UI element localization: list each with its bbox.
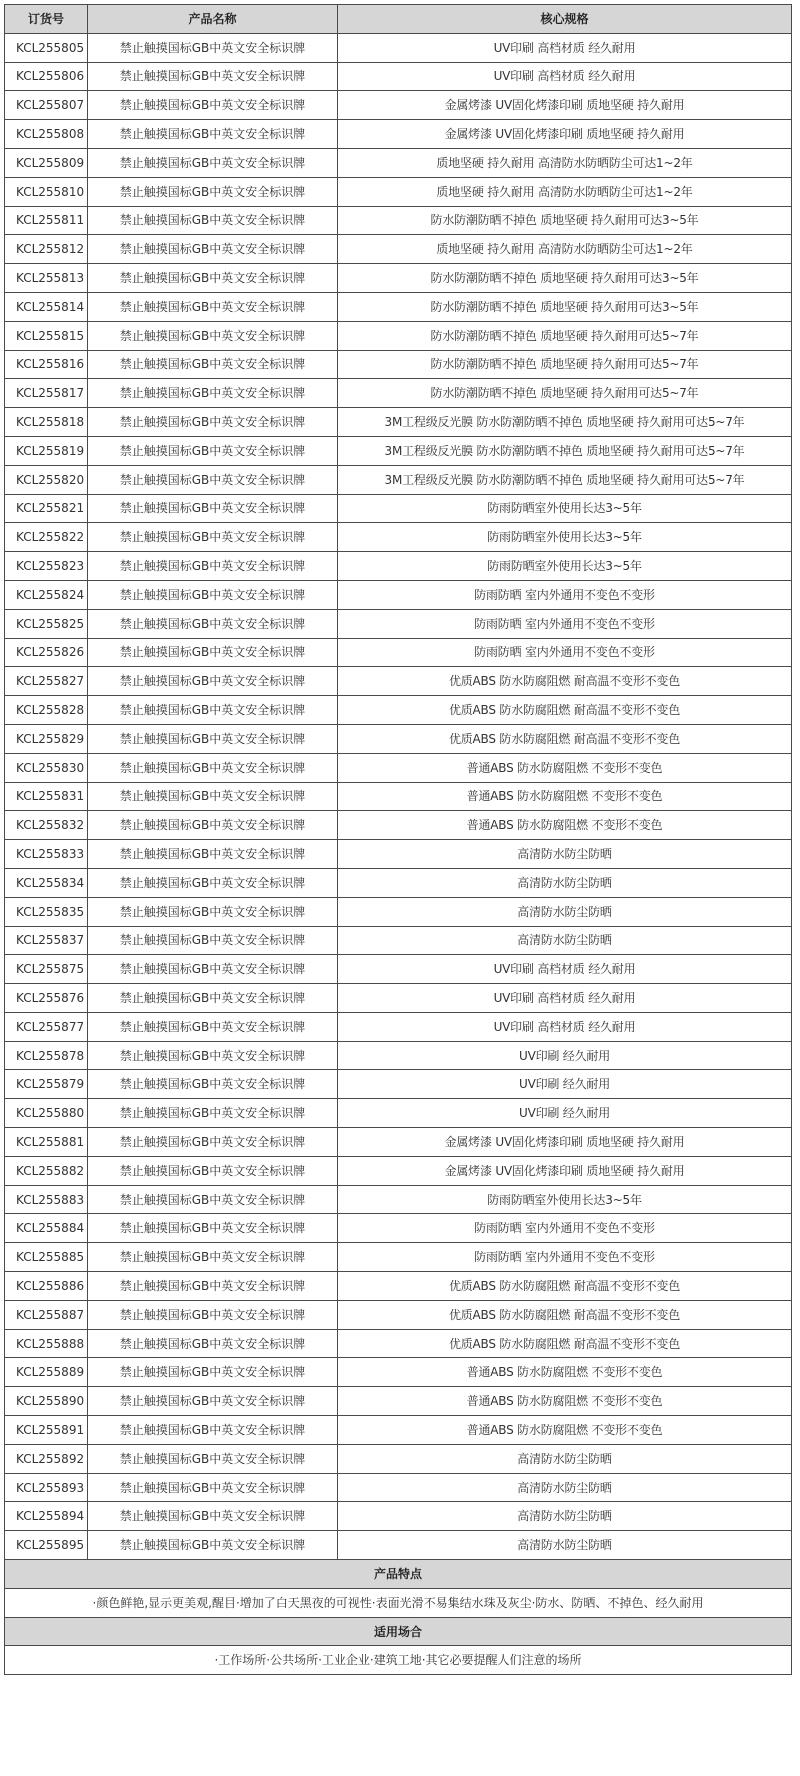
table-row: [5, 724, 792, 753]
table-row: [5, 1128, 792, 1157]
table-row: [5, 465, 792, 494]
product-name-cell: 禁止触摸国标GB中英文安全标识牌: [88, 811, 338, 840]
product-name-cell: 禁止触摸国标GB中英文安全标识牌: [88, 436, 338, 465]
order-code-cell: KCL255808: [5, 120, 88, 149]
core-spec-cell: 3M工程级反光膜 防水防潮防晒不掉色 质地坚硬 持久耐用可达5~7年: [338, 408, 792, 437]
table-row: [5, 609, 792, 638]
core-spec-cell: UV印刷 经久耐用: [338, 1041, 792, 1070]
core-spec-cell: 优质ABS 防水防腐阻燃 耐高温不变形不变色: [338, 1300, 792, 1329]
product-spec-table: [4, 4, 792, 1675]
header-product-name: 产品名称: [88, 5, 338, 34]
product-name-cell: 禁止触摸国标GB中英文安全标识牌: [88, 1099, 338, 1128]
core-spec-cell: 防水防潮防晒不掉色 质地坚硬 持久耐用可达3~5年: [338, 264, 792, 293]
product-name-cell: 禁止触摸国标GB中英文安全标识牌: [88, 696, 338, 725]
product-name-cell: 禁止触摸国标GB中英文安全标识牌: [88, 148, 338, 177]
core-spec-cell: UV印刷 高档材质 经久耐用: [338, 1012, 792, 1041]
table-body: [5, 33, 792, 1559]
order-code-cell: KCL255809: [5, 148, 88, 177]
order-code-cell: KCL255830: [5, 753, 88, 782]
product-name-cell: 禁止触摸国标GB中英文安全标识牌: [88, 984, 338, 1013]
core-spec-cell: 高清防水防尘防晒: [338, 897, 792, 926]
product-name-cell: 禁止触摸国标GB中英文安全标识牌: [88, 580, 338, 609]
order-code-cell: KCL255831: [5, 782, 88, 811]
product-name-cell: 禁止触摸国标GB中英文安全标识牌: [88, 379, 338, 408]
table-row: [5, 984, 792, 1013]
order-code-cell: KCL255828: [5, 696, 88, 725]
product-name-cell: 禁止触摸国标GB中英文安全标识牌: [88, 1473, 338, 1502]
order-code-cell: KCL255805: [5, 33, 88, 62]
table-row: [5, 638, 792, 667]
core-spec-cell: 普通ABS 防水防腐阻燃 不变形不变色: [338, 1358, 792, 1387]
core-spec-cell: 防水防潮防晒不掉色 质地坚硬 持久耐用可达3~5年: [338, 292, 792, 321]
header-order-code: 订货号: [5, 5, 88, 34]
core-spec-cell: 高清防水防尘防晒: [338, 1473, 792, 1502]
core-spec-cell: 优质ABS 防水防腐阻燃 耐高温不变形不变色: [338, 1272, 792, 1301]
product-name-cell: 禁止触摸国标GB中英文安全标识牌: [88, 91, 338, 120]
core-spec-cell: 金属烤漆 UV固化烤漆印刷 质地坚硬 持久耐用: [338, 1128, 792, 1157]
core-spec-cell: 优质ABS 防水防腐阻燃 耐高温不变形不变色: [338, 667, 792, 696]
product-name-cell: 禁止触摸国标GB中英文安全标识牌: [88, 955, 338, 984]
core-spec-cell: 高清防水防尘防晒: [338, 1444, 792, 1473]
core-spec-cell: 质地坚硬 持久耐用 高清防水防晒防尘可达1~2年: [338, 177, 792, 206]
core-spec-cell: 防雨防晒室外使用长达3~5年: [338, 552, 792, 581]
core-spec-cell: 普通ABS 防水防腐阻燃 不变形不变色: [338, 782, 792, 811]
order-code-cell: KCL255811: [5, 206, 88, 235]
table-row: [5, 1300, 792, 1329]
product-name-cell: 禁止触摸国标GB中英文安全标识牌: [88, 292, 338, 321]
order-code-cell: KCL255834: [5, 868, 88, 897]
order-code-cell: KCL255825: [5, 609, 88, 638]
product-name-cell: 禁止触摸国标GB中英文安全标识牌: [88, 1300, 338, 1329]
table-row: [5, 552, 792, 581]
product-name-cell: 禁止触摸国标GB中英文安全标识牌: [88, 868, 338, 897]
core-spec-cell: 防雨防晒 室内外通用不变色不变形: [338, 609, 792, 638]
features-text-row: [5, 1588, 792, 1617]
core-spec-cell: 防雨防晒室外使用长达3~5年: [338, 523, 792, 552]
product-name-cell: 禁止触摸国标GB中英文安全标识牌: [88, 897, 338, 926]
order-code-cell: KCL255815: [5, 321, 88, 350]
core-spec-cell: 防雨防晒 室内外通用不变色不变形: [338, 580, 792, 609]
order-code-cell: KCL255875: [5, 955, 88, 984]
usage-text: ·工作场所·公共场所·工业企业·建筑工地·其它必要提醒人们注意的场所: [5, 1646, 792, 1675]
table-row: [5, 436, 792, 465]
table-row: [5, 235, 792, 264]
table-row: [5, 494, 792, 523]
order-code-cell: KCL255879: [5, 1070, 88, 1099]
table-row: [5, 667, 792, 696]
core-spec-cell: 优质ABS 防水防腐阻燃 耐高温不变形不变色: [338, 696, 792, 725]
core-spec-cell: 金属烤漆 UV固化烤漆印刷 质地坚硬 持久耐用: [338, 120, 792, 149]
order-code-cell: KCL255889: [5, 1358, 88, 1387]
order-code-cell: KCL255881: [5, 1128, 88, 1157]
product-name-cell: 禁止触摸国标GB中英文安全标识牌: [88, 1185, 338, 1214]
core-spec-cell: UV印刷 经久耐用: [338, 1099, 792, 1128]
product-name-cell: 禁止触摸国标GB中英文安全标识牌: [88, 1358, 338, 1387]
table-row: [5, 408, 792, 437]
order-code-cell: KCL255812: [5, 235, 88, 264]
core-spec-cell: 高清防水防尘防晒: [338, 868, 792, 897]
product-name-cell: 禁止触摸国标GB中英文安全标识牌: [88, 1156, 338, 1185]
core-spec-cell: 质地坚硬 持久耐用 高清防水防晒防尘可达1~2年: [338, 235, 792, 264]
order-code-cell: KCL255829: [5, 724, 88, 753]
table-row: [5, 696, 792, 725]
core-spec-cell: UV印刷 经久耐用: [338, 1070, 792, 1099]
order-code-cell: KCL255818: [5, 408, 88, 437]
order-code-cell: KCL255807: [5, 91, 88, 120]
order-code-cell: KCL255806: [5, 62, 88, 91]
product-name-cell: 禁止触摸国标GB中英文安全标识牌: [88, 609, 338, 638]
core-spec-cell: 普通ABS 防水防腐阻燃 不变形不变色: [338, 753, 792, 782]
product-name-cell: 禁止触摸国标GB中英文安全标识牌: [88, 408, 338, 437]
order-code-cell: KCL255837: [5, 926, 88, 955]
core-spec-cell: UV印刷 高档材质 经久耐用: [338, 955, 792, 984]
core-spec-cell: 质地坚硬 持久耐用 高清防水防晒防尘可达1~2年: [338, 148, 792, 177]
order-code-cell: KCL255882: [5, 1156, 88, 1185]
table-row: [5, 753, 792, 782]
order-code-cell: KCL255890: [5, 1387, 88, 1416]
features-title: 产品特点: [5, 1560, 792, 1589]
features-text: ·颜色鲜艳,显示更美观,醒目·增加了白天黑夜的可视性·表面光滑不易集结水珠及灰尘·防水、防晒、不掉色、经久耐用: [5, 1588, 792, 1617]
product-name-cell: 禁止触摸国标GB中英文安全标识牌: [88, 638, 338, 667]
table-row: [5, 1070, 792, 1099]
product-name-cell: 禁止触摸国标GB中英文安全标识牌: [88, 120, 338, 149]
usage-text-row: [5, 1646, 792, 1675]
table-row: [5, 1272, 792, 1301]
table-row: [5, 897, 792, 926]
table-row: [5, 1358, 792, 1387]
core-spec-cell: 高清防水防尘防晒: [338, 1502, 792, 1531]
core-spec-cell: 防水防潮防晒不掉色 质地坚硬 持久耐用可达5~7年: [338, 379, 792, 408]
product-name-cell: 禁止触摸国标GB中英文安全标识牌: [88, 1214, 338, 1243]
product-name-cell: 禁止触摸国标GB中英文安全标识牌: [88, 264, 338, 293]
table-row: [5, 868, 792, 897]
table-row: [5, 1387, 792, 1416]
product-name-cell: 禁止触摸国标GB中英文安全标识牌: [88, 667, 338, 696]
order-code-cell: KCL255813: [5, 264, 88, 293]
product-name-cell: 禁止触摸国标GB中英文安全标识牌: [88, 1329, 338, 1358]
product-name-cell: 禁止触摸国标GB中英文安全标识牌: [88, 724, 338, 753]
product-name-cell: 禁止触摸国标GB中英文安全标识牌: [88, 206, 338, 235]
order-code-cell: KCL255835: [5, 897, 88, 926]
core-spec-cell: 防雨防晒 室内外通用不变色不变形: [338, 1214, 792, 1243]
core-spec-cell: 3M工程级反光膜 防水防潮防晒不掉色 质地坚硬 持久耐用可达5~7年: [338, 465, 792, 494]
order-code-cell: KCL255892: [5, 1444, 88, 1473]
product-name-cell: 禁止触摸国标GB中英文安全标识牌: [88, 1041, 338, 1070]
table-row: [5, 177, 792, 206]
product-name-cell: 禁止触摸国标GB中英文安全标识牌: [88, 1272, 338, 1301]
core-spec-cell: UV印刷 高档材质 经久耐用: [338, 984, 792, 1013]
table-row: [5, 1214, 792, 1243]
product-name-cell: 禁止触摸国标GB中英文安全标识牌: [88, 494, 338, 523]
order-code-cell: KCL255886: [5, 1272, 88, 1301]
product-name-cell: 禁止触摸国标GB中英文安全标识牌: [88, 782, 338, 811]
order-code-cell: KCL255817: [5, 379, 88, 408]
features-title-row: [5, 1560, 792, 1589]
core-spec-cell: UV印刷 高档材质 经久耐用: [338, 62, 792, 91]
product-name-cell: 禁止触摸国标GB中英文安全标识牌: [88, 1070, 338, 1099]
table-row: [5, 1243, 792, 1272]
core-spec-cell: 高清防水防尘防晒: [338, 926, 792, 955]
table-row: [5, 1185, 792, 1214]
usage-title-row: [5, 1617, 792, 1646]
table-row: [5, 1099, 792, 1128]
table-row: [5, 782, 792, 811]
product-name-cell: 禁止触摸国标GB中英文安全标识牌: [88, 62, 338, 91]
order-code-cell: KCL255883: [5, 1185, 88, 1214]
order-code-cell: KCL255826: [5, 638, 88, 667]
table-row: [5, 91, 792, 120]
core-spec-cell: 防水防潮防晒不掉色 质地坚硬 持久耐用可达5~7年: [338, 350, 792, 379]
table-row: [5, 1473, 792, 1502]
product-name-cell: 禁止触摸国标GB中英文安全标识牌: [88, 177, 338, 206]
product-name-cell: 禁止触摸国标GB中英文安全标识牌: [88, 753, 338, 782]
order-code-cell: KCL255894: [5, 1502, 88, 1531]
order-code-cell: KCL255810: [5, 177, 88, 206]
core-spec-cell: 防水防潮防晒不掉色 质地坚硬 持久耐用可达5~7年: [338, 321, 792, 350]
order-code-cell: KCL255877: [5, 1012, 88, 1041]
table-row: [5, 33, 792, 62]
core-spec-cell: 防水防潮防晒不掉色 质地坚硬 持久耐用可达3~5年: [338, 206, 792, 235]
core-spec-cell: 3M工程级反光膜 防水防潮防晒不掉色 质地坚硬 持久耐用可达5~7年: [338, 436, 792, 465]
order-code-cell: KCL255832: [5, 811, 88, 840]
product-name-cell: 禁止触摸国标GB中英文安全标识牌: [88, 523, 338, 552]
product-name-cell: 禁止触摸国标GB中英文安全标识牌: [88, 1444, 338, 1473]
table-row: [5, 1329, 792, 1358]
table-row: [5, 1531, 792, 1560]
product-name-cell: 禁止触摸国标GB中英文安全标识牌: [88, 552, 338, 581]
order-code-cell: KCL255821: [5, 494, 88, 523]
table-row: [5, 62, 792, 91]
product-name-cell: 禁止触摸国标GB中英文安全标识牌: [88, 926, 338, 955]
order-code-cell: KCL255814: [5, 292, 88, 321]
order-code-cell: KCL255895: [5, 1531, 88, 1560]
core-spec-cell: 防雨防晒室外使用长达3~5年: [338, 494, 792, 523]
product-name-cell: 禁止触摸国标GB中英文安全标识牌: [88, 1416, 338, 1445]
order-code-cell: KCL255823: [5, 552, 88, 581]
order-code-cell: KCL255888: [5, 1329, 88, 1358]
header-core-spec: 核心规格: [338, 5, 792, 34]
core-spec-cell: 防雨防晒室外使用长达3~5年: [338, 1185, 792, 1214]
product-name-cell: 禁止触摸国标GB中英文安全标识牌: [88, 321, 338, 350]
order-code-cell: KCL255820: [5, 465, 88, 494]
order-code-cell: KCL255893: [5, 1473, 88, 1502]
table-row: [5, 955, 792, 984]
product-name-cell: 禁止触摸国标GB中英文安全标识牌: [88, 1243, 338, 1272]
order-code-cell: KCL255878: [5, 1041, 88, 1070]
core-spec-cell: 防雨防晒 室内外通用不变色不变形: [338, 1243, 792, 1272]
table-row: [5, 206, 792, 235]
table-row: [5, 350, 792, 379]
order-code-cell: KCL255827: [5, 667, 88, 696]
order-code-cell: KCL255887: [5, 1300, 88, 1329]
table-row: [5, 264, 792, 293]
table-row: [5, 120, 792, 149]
table-row: [5, 1444, 792, 1473]
core-spec-cell: 防雨防晒 室内外通用不变色不变形: [338, 638, 792, 667]
order-code-cell: KCL255884: [5, 1214, 88, 1243]
table-row: [5, 523, 792, 552]
product-name-cell: 禁止触摸国标GB中英文安全标识牌: [88, 1531, 338, 1560]
product-name-cell: 禁止触摸国标GB中英文安全标识牌: [88, 1502, 338, 1531]
core-spec-cell: 高清防水防尘防晒: [338, 840, 792, 869]
core-spec-cell: 普通ABS 防水防腐阻燃 不变形不变色: [338, 1387, 792, 1416]
table-row: [5, 1416, 792, 1445]
table-row: [5, 926, 792, 955]
order-code-cell: KCL255876: [5, 984, 88, 1013]
product-name-cell: 禁止触摸国标GB中英文安全标识牌: [88, 1128, 338, 1157]
core-spec-cell: 优质ABS 防水防腐阻燃 耐高温不变形不变色: [338, 1329, 792, 1358]
core-spec-cell: 普通ABS 防水防腐阻燃 不变形不变色: [338, 811, 792, 840]
core-spec-cell: 高清防水防尘防晒: [338, 1531, 792, 1560]
usage-title: 适用场合: [5, 1617, 792, 1646]
product-name-cell: 禁止触摸国标GB中英文安全标识牌: [88, 235, 338, 264]
order-code-cell: KCL255891: [5, 1416, 88, 1445]
table-row: [5, 292, 792, 321]
product-name-cell: 禁止触摸国标GB中英文安全标识牌: [88, 1012, 338, 1041]
table-row: [5, 1041, 792, 1070]
table-row: [5, 1502, 792, 1531]
core-spec-cell: UV印刷 高档材质 经久耐用: [338, 33, 792, 62]
table-header-row: [5, 5, 792, 34]
order-code-cell: KCL255824: [5, 580, 88, 609]
order-code-cell: KCL255819: [5, 436, 88, 465]
table-row: [5, 148, 792, 177]
table-row: [5, 811, 792, 840]
product-name-cell: 禁止触摸国标GB中英文安全标识牌: [88, 840, 338, 869]
table-row: [5, 580, 792, 609]
product-name-cell: 禁止触摸国标GB中英文安全标识牌: [88, 33, 338, 62]
table-row: [5, 321, 792, 350]
order-code-cell: KCL255885: [5, 1243, 88, 1272]
core-spec-cell: 金属烤漆 UV固化烤漆印刷 质地坚硬 持久耐用: [338, 1156, 792, 1185]
table-row: [5, 1156, 792, 1185]
core-spec-cell: 金属烤漆 UV固化烤漆印刷 质地坚硬 持久耐用: [338, 91, 792, 120]
order-code-cell: KCL255816: [5, 350, 88, 379]
table-row: [5, 379, 792, 408]
table-row: [5, 840, 792, 869]
product-name-cell: 禁止触摸国标GB中英文安全标识牌: [88, 350, 338, 379]
core-spec-cell: 普通ABS 防水防腐阻燃 不变形不变色: [338, 1416, 792, 1445]
order-code-cell: KCL255833: [5, 840, 88, 869]
table-row: [5, 1012, 792, 1041]
order-code-cell: KCL255880: [5, 1099, 88, 1128]
order-code-cell: KCL255822: [5, 523, 88, 552]
core-spec-cell: 优质ABS 防水防腐阻燃 耐高温不变形不变色: [338, 724, 792, 753]
product-name-cell: 禁止触摸国标GB中英文安全标识牌: [88, 1387, 338, 1416]
product-name-cell: 禁止触摸国标GB中英文安全标识牌: [88, 465, 338, 494]
